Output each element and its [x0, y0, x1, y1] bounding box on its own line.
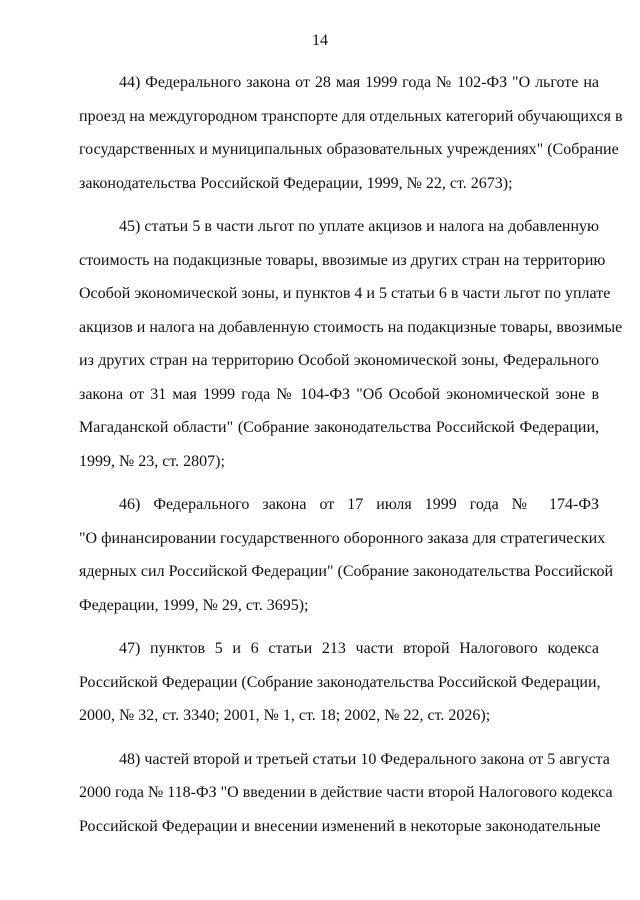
text-line: государственных и муниципальных образовательных учреждениях" (Собрание: [79, 141, 619, 158]
text-line: из других стран на территорию Особой экономической зоны, Федерального: [79, 352, 599, 369]
text-line: стоимость на подакцизные товары, ввозимые из других стран на территорию: [79, 251, 606, 269]
text-line: законодательства Российской Федерации, 1999, № 22, ст. 2673);: [79, 174, 513, 192]
text-line: Магаданской области" (Собрание законодательства Российской Федерации,: [79, 419, 599, 436]
text-line: проезд на междугородном транспорте для отдельных категорий обучающихся в: [79, 107, 623, 125]
text-line: 46) Федерального закона от 17 июля 1999 года № 174-ФЗ: [119, 496, 599, 513]
paragraph-47: [79, 632, 599, 733]
text-line: 2000, № 32, ст. 3340; 2001, № 1, ст. 18; 2002, № 22, ст. 2026);: [79, 707, 491, 724]
text-line: 45) статьи 5 в части льгот по уплате акцизов и налога на добавленную: [119, 218, 599, 235]
paragraph-44: [79, 66, 623, 200]
text-line: 44) Федерального закона от 28 мая 1999 года № 102-ФЗ "О льготе на: [119, 74, 599, 91]
text-line: 47) пунктов 5 и 6 статьи 213 части второй Налогового кодекса: [119, 640, 599, 657]
text-line: 2000 года № 118-ФЗ "О введении в действие части второй Налогового кодекса: [79, 784, 613, 801]
text-line: ядерных сил Российской Федерации" (Собрание законодательства Российской: [79, 563, 614, 580]
text-line: Особой экономической зоны, и пунктов 4 и 5 статьи 6 в части льгот по уплате: [79, 285, 611, 302]
text-line: закона от 31 мая 1999 года № 104-ФЗ "Об Особой экономической зоне в: [79, 385, 599, 403]
text-line: "О финансировании государственного оборонного заказа для стратегических: [79, 529, 606, 547]
text-line: Российской Федерации (Собрание законодательства Российской Федерации,: [79, 673, 601, 691]
page-number: 14: [312, 32, 328, 49]
text-line: Российской Федерации и внесении изменений в некоторые законодательные: [79, 817, 601, 835]
text-line: акцизов и налога на добавленную стоимость на подакцизные товары, ввозимые: [79, 318, 623, 336]
paragraph-48: [79, 743, 613, 844]
text-line: 1999, № 23, ст. 2807);: [79, 452, 225, 470]
paragraph-45: [79, 210, 623, 478]
text-line: 48) частей второй и третьей статьи 10 Федерального закона от 5 августа: [119, 750, 610, 768]
text-line: Федерации, 1999, № 29, ст. 3695);: [79, 596, 309, 614]
paragraph-46: [79, 488, 614, 622]
document-body: [79, 66, 623, 843]
